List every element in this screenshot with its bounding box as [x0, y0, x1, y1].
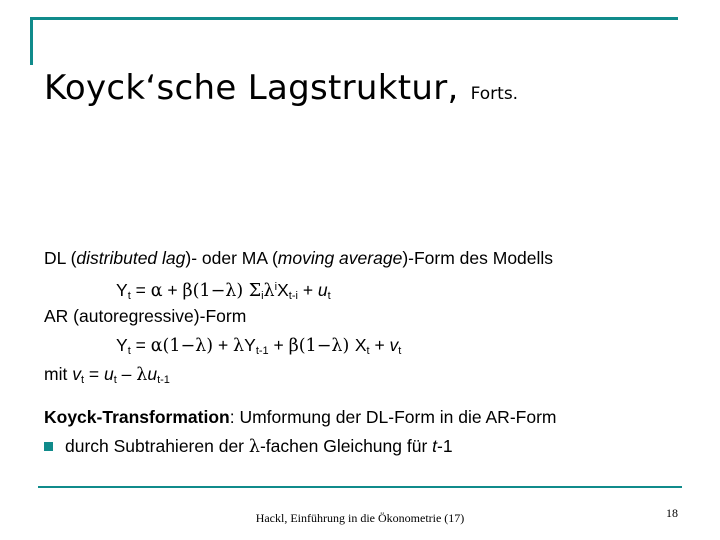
- symbol: =: [130, 280, 151, 300]
- symbol: X: [277, 280, 289, 300]
- symbol: v: [389, 335, 399, 355]
- symbol: +: [162, 280, 183, 300]
- slide-title: [44, 68, 518, 108]
- subscript: t: [127, 290, 131, 302]
- text: AR (autoregressive)-Form: [44, 306, 247, 326]
- subscript: t: [327, 290, 331, 302]
- symbol: α(1−λ): [150, 336, 214, 356]
- symbol: β(1−λ): [182, 281, 249, 301]
- symbol: +: [268, 335, 289, 355]
- symbol: λ: [263, 281, 275, 301]
- text: )-Form des Modells: [402, 248, 554, 268]
- symbol: =: [130, 335, 151, 355]
- symbol: λ: [248, 437, 260, 457]
- subscript: t-1: [157, 374, 170, 386]
- text: -fachen Gleichung für: [259, 436, 433, 456]
- subscript: t-i: [288, 290, 298, 302]
- title-subtitle: Forts.: [470, 84, 519, 104]
- line-dl-form: [44, 244, 553, 273]
- formula-ar: [44, 331, 553, 360]
- symbol: u: [103, 364, 114, 384]
- subscript: t-1: [255, 345, 269, 357]
- symbol: t: [432, 436, 438, 456]
- subscript: i: [261, 290, 264, 302]
- line-ar-form: [44, 302, 553, 331]
- symbol: λ: [233, 336, 245, 356]
- bullet-square-icon: [44, 442, 53, 451]
- title-main: Koyck‘sche Lagstruktur,: [44, 68, 459, 108]
- symbol: Y: [116, 335, 128, 355]
- symbol: +: [213, 335, 234, 355]
- text: : Umformung der DL-Form in die AR-Form: [229, 407, 557, 427]
- bullet-item: [44, 432, 556, 461]
- symbol: Y: [244, 335, 256, 355]
- frame-left-line: [30, 17, 33, 65]
- superscript: i: [274, 281, 278, 293]
- symbol: λ: [136, 365, 148, 385]
- text: durch Subtrahieren der: [65, 436, 249, 456]
- subscript: t: [113, 374, 117, 386]
- footer-divider: [38, 486, 682, 488]
- symbol: =: [84, 364, 104, 384]
- koyck-section: [44, 403, 556, 461]
- text: DL (: [44, 248, 77, 268]
- text: )- oder MA (: [185, 248, 278, 268]
- text-bold: Koyck-Transformation: [44, 407, 230, 427]
- frame-top-line: [30, 17, 678, 20]
- text: -1: [437, 436, 453, 456]
- line-mit: [44, 360, 553, 389]
- symbol: Σ: [248, 281, 262, 301]
- subscript: t: [80, 374, 85, 386]
- subscript: t: [398, 345, 402, 357]
- symbol: +: [297, 280, 318, 300]
- symbol: β(1−λ): [288, 336, 355, 356]
- symbol: +: [369, 335, 390, 355]
- symbol: –: [116, 364, 137, 384]
- symbol: u: [317, 280, 328, 300]
- page-number: 18: [666, 506, 678, 520]
- symbol: X: [354, 335, 367, 355]
- symbol: u: [147, 364, 158, 384]
- subscript: t: [366, 345, 370, 357]
- symbol: v: [72, 364, 81, 384]
- koyck-heading: [44, 403, 556, 432]
- footer-text: Hackl, Einführung in die Ökonometrie (17): [255, 511, 465, 525]
- text-italic: moving average: [277, 248, 403, 268]
- symbol: Y: [116, 280, 128, 300]
- text-italic: distributed lag: [76, 248, 186, 268]
- subscript: t: [127, 345, 131, 357]
- symbol: α: [150, 281, 163, 301]
- content-block: [44, 244, 553, 389]
- formula-dl: [44, 273, 553, 302]
- text: mit: [44, 364, 73, 384]
